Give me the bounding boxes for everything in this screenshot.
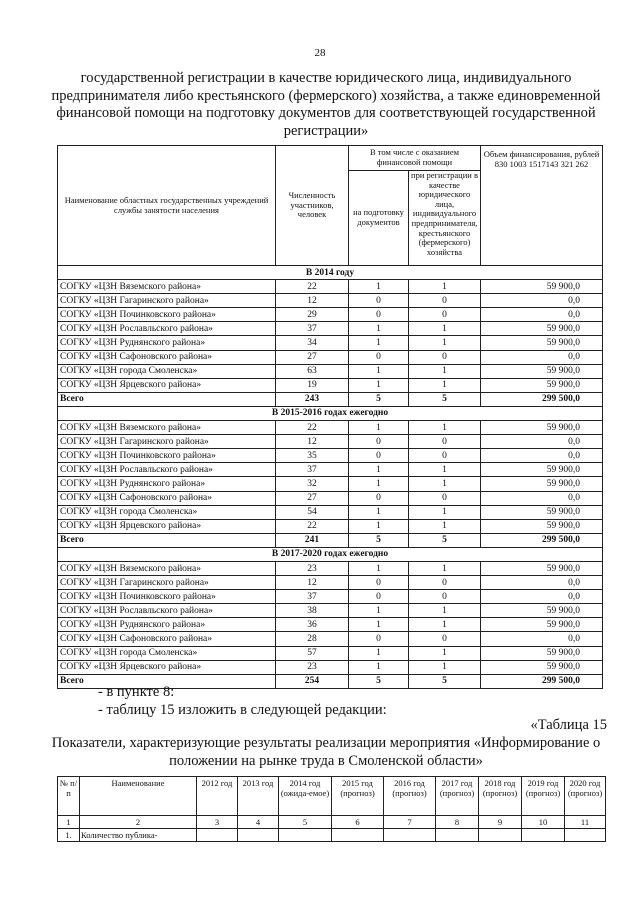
section-title: В 2014 году [58,266,603,280]
participants-count: 22 [276,280,349,294]
participants-count: 32 [276,477,349,491]
indicators-header-row-cell: 2013 год [238,777,279,816]
registration-count: 1 [409,561,481,575]
institution-name: СОГКУ «ЦЗН Ярцевского района» [58,519,276,533]
preparation-count: 1 [349,561,409,575]
funding-amount: 59 900,0 [481,505,603,519]
preparation-count: 0 [349,449,409,463]
indicators-header-row-cell: 2012 год [197,777,238,816]
indicators-number-row-cell: 6 [332,816,384,829]
participants-count: 22 [276,519,349,533]
header-financial-help: В том числе с оказанием финансовой помощи [349,146,481,171]
participants-count: 22 [276,421,349,435]
registration-count: 1 [409,604,481,618]
participants-count: 54 [276,505,349,519]
total-registration: 5 [409,674,481,688]
registration-count: 1 [409,519,481,533]
preparation-count: 0 [349,350,409,364]
table-row [58,576,603,590]
institution-name: СОГКУ «ЦЗН Рославльского района» [58,604,276,618]
participants-count: 27 [276,491,349,505]
participants-count: 38 [276,604,349,618]
preparation-count: 0 [349,632,409,646]
institution-name: СОГКУ «ЦЗН Починковского района» [58,308,276,322]
total-funding: 299 500,0 [481,674,603,688]
registration-count: 0 [409,449,481,463]
participants-count: 12 [276,576,349,590]
funding-amount: 59 900,0 [481,618,603,632]
participants-count: 23 [276,561,349,575]
preparation-count: 0 [349,576,409,590]
institution-name: СОГКУ «ЦЗН Гагаринского района» [58,294,276,308]
total-participants: 241 [276,533,349,547]
total-funding: 299 500,0 [481,392,603,406]
indicators-number-row-cell: 10 [522,816,565,829]
funding-amount: 0,0 [481,435,603,449]
header-funding: Объем финансирования, рублей 830 1003 1517143 321 262 [481,146,603,266]
institution-name: СОГКУ «ЦЗН Руднянского района» [58,618,276,632]
header-institution: Наименование областных государственных учреждений службы занятости населения [58,146,276,266]
funding-amount: 59 900,0 [481,336,603,350]
total-preparation: 5 [349,674,409,688]
funding-amount: 0,0 [481,350,603,364]
institution-name: СОГКУ «ЦЗН города Смоленска» [58,364,276,378]
total-row [58,392,603,406]
table-row [58,491,603,505]
section-heading: государственной регистрации в качестве юридического лица, индивидуального предпринимателя либо крестьянского (фермерского) хозяйства, а также единовременной финансовой помощи на подготовку документов для соответствующей государственной регистрации» [51,70,601,139]
institution-name: СОГКУ «ЦЗН города Смоленска» [58,646,276,660]
registration-count: 0 [409,308,481,322]
preparation-count: 1 [349,463,409,477]
indicators-number-row-cell: 8 [436,816,479,829]
preparation-count: 1 [349,322,409,336]
registration-count: 0 [409,435,481,449]
indicators-number-row-cell: 9 [479,816,522,829]
table-label: «Таблица 15 [530,717,607,733]
funding-amount: 59 900,0 [481,646,603,660]
participants-count: 29 [276,308,349,322]
table-row [58,505,603,519]
registration-count: 1 [409,378,481,392]
institution-name: СОГКУ «ЦЗН Починковского района» [58,590,276,604]
table-row-cell: Количество публика- [80,829,197,842]
preparation-count: 1 [349,505,409,519]
preparation-count: 1 [349,477,409,491]
table-row [58,519,603,533]
section-row [58,266,603,280]
registration-count: 1 [409,364,481,378]
indicators-header-row-cell: 2014 год (ожида-емое) [279,777,332,816]
table-row [58,322,603,336]
header-registration: при регистрации в качестве юридического лица, индивидуального предпринимателя, крестьянского (фермерского) хозяйства [409,171,481,266]
preparation-count: 1 [349,604,409,618]
participants-count: 28 [276,632,349,646]
table-title: Показатели, характеризующие результаты реализации мероприятия «Информирование о положении на рынке труда в Смоленской области» [51,735,601,769]
institution-name: СОГКУ «ЦЗН Вяземского района» [58,421,276,435]
total-registration: 5 [409,533,481,547]
indicators-number-row-cell: 5 [279,816,332,829]
table-row [58,308,603,322]
total-label: Всего [58,674,276,688]
header-participants: Численность участников, человек [276,146,349,266]
participants-count: 34 [276,336,349,350]
indicators-header-row-cell: 2017 год (прогноз) [436,777,479,816]
table-row-cell [436,829,479,842]
registration-count: 0 [409,294,481,308]
institution-name: СОГКУ «ЦЗН Ярцевского района» [58,660,276,674]
section-row [58,406,603,420]
funding-amount: 0,0 [481,308,603,322]
participants-count: 12 [276,435,349,449]
participants-count: 12 [276,294,349,308]
funding-amount: 59 900,0 [481,463,603,477]
preparation-count: 1 [349,519,409,533]
table-row [58,561,603,575]
funding-amount: 0,0 [481,590,603,604]
preparation-count: 1 [349,336,409,350]
indicators-number-row-cell: 2 [80,816,197,829]
registration-count: 1 [409,646,481,660]
table-row [58,294,603,308]
preparation-count: 0 [349,491,409,505]
funding-amount: 59 900,0 [481,561,603,575]
preparation-count: 0 [349,308,409,322]
preparation-count: 1 [349,378,409,392]
participants-count: 19 [276,378,349,392]
indicators-header-row-cell: 2020 год (прогноз) [565,777,606,816]
participants-count: 37 [276,463,349,477]
indicators-header-row-cell: Наименование [80,777,197,816]
table-row [58,435,603,449]
indicators-header-row-cell: 2019 год (прогноз) [522,777,565,816]
table-row [58,449,603,463]
registration-count: 1 [409,280,481,294]
section-title: В 2017-2020 годах ежегодно [58,547,603,561]
preparation-count: 0 [349,590,409,604]
total-preparation: 5 [349,392,409,406]
participants-count: 23 [276,660,349,674]
header-preparation: на подготовку документов [349,171,409,266]
indicators-header-row [58,777,606,816]
table-row-cell [522,829,565,842]
institution-name: СОГКУ «ЦЗН Рославльского района» [58,463,276,477]
preparation-count: 0 [349,435,409,449]
indicators-number-row-cell: 4 [238,816,279,829]
table-row [58,280,603,294]
registration-count: 1 [409,477,481,491]
institution-name: СОГКУ «ЦЗН Вяземского района» [58,280,276,294]
indicators-number-row-cell: 3 [197,816,238,829]
institution-name: СОГКУ «ЦЗН Починковского района» [58,449,276,463]
registration-count: 1 [409,505,481,519]
total-participants: 254 [276,674,349,688]
funding-amount: 59 900,0 [481,604,603,618]
funding-amount: 0,0 [481,491,603,505]
participants-count: 37 [276,590,349,604]
institution-name: СОГКУ «ЦЗН Руднянского района» [58,477,276,491]
list-item-point-8: - в пункте 8: [98,684,175,700]
table-row [58,364,603,378]
indicators-number-row-cell: 1 [58,816,80,829]
funding-amount: 59 900,0 [481,364,603,378]
preparation-count: 1 [349,646,409,660]
list-item-table-15: - таблицу 15 изложить в следующей редакции: [98,702,387,718]
table-row-cell [279,829,332,842]
preparation-count: 1 [349,421,409,435]
indicators-number-row-cell: 7 [384,816,436,829]
page-number: 28 [314,47,326,59]
funding-amount: 59 900,0 [481,519,603,533]
funding-amount: 0,0 [481,294,603,308]
registration-count: 1 [409,322,481,336]
table-row [58,421,603,435]
funding-amount: 59 900,0 [481,280,603,294]
total-registration: 5 [409,392,481,406]
funding-amount: 59 900,0 [481,421,603,435]
table-row-cell [565,829,606,842]
section-row [58,547,603,561]
table-row [58,477,603,491]
total-preparation: 5 [349,533,409,547]
table-row [58,829,606,842]
total-funding: 299 500,0 [481,533,603,547]
participants-count: 63 [276,364,349,378]
institution-name: СОГКУ «ЦЗН Вяземского района» [58,561,276,575]
table-row-cell [238,829,279,842]
table-row [58,590,603,604]
indicators-header-row-cell: 2015 год (прогноз) [332,777,384,816]
institution-name: СОГКУ «ЦЗН Гагаринского района» [58,435,276,449]
indicators-header-row-cell: № п/п [58,777,80,816]
funding-amount: 59 900,0 [481,322,603,336]
table-row [58,632,603,646]
preparation-count: 1 [349,364,409,378]
indicators-number-row [58,816,606,829]
registration-count: 0 [409,491,481,505]
institution-name: СОГКУ «ЦЗН Ярцевского района» [58,378,276,392]
participants-count: 36 [276,618,349,632]
table-row [58,646,603,660]
table-row-cell [197,829,238,842]
total-row [58,533,603,547]
participants-table [57,145,603,689]
registration-count: 0 [409,576,481,590]
funding-amount: 59 900,0 [481,477,603,491]
table-row [58,336,603,350]
participants-count: 37 [276,322,349,336]
table-row-cell [479,829,522,842]
table-row [58,604,603,618]
institution-name: СОГКУ «ЦЗН Гагаринского района» [58,576,276,590]
indicators-header-row-cell: 2018 год (прогноз) [479,777,522,816]
participants-count: 35 [276,449,349,463]
indicators-number-row-cell: 11 [565,816,606,829]
institution-name: СОГКУ «ЦЗН Сафоновского района» [58,350,276,364]
table-row [58,350,603,364]
preparation-count: 1 [349,660,409,674]
funding-amount: 0,0 [481,632,603,646]
registration-count: 1 [409,618,481,632]
institution-name: СОГКУ «ЦЗН Руднянского района» [58,336,276,350]
preparation-count: 0 [349,294,409,308]
participants-count: 27 [276,350,349,364]
registration-count: 0 [409,350,481,364]
funding-amount: 0,0 [481,449,603,463]
total-participants: 243 [276,392,349,406]
table-row [58,378,603,392]
registration-count: 1 [409,660,481,674]
table-row-cell [332,829,384,842]
registration-count: 0 [409,632,481,646]
table-row [58,660,603,674]
preparation-count: 1 [349,618,409,632]
table-row [58,463,603,477]
table-row [58,618,603,632]
participants-count: 57 [276,646,349,660]
preparation-count: 1 [349,280,409,294]
funding-amount: 59 900,0 [481,378,603,392]
funding-amount: 59 900,0 [481,660,603,674]
funding-amount: 0,0 [481,576,603,590]
institution-name: СОГКУ «ЦЗН Сафоновского района» [58,491,276,505]
indicators-header-row-cell: 2016 год (прогноз) [384,777,436,816]
institution-name: СОГКУ «ЦЗН города Смоленска» [58,505,276,519]
table-row-cell [384,829,436,842]
registration-count: 1 [409,336,481,350]
institution-name: СОГКУ «ЦЗН Рославльского района» [58,322,276,336]
total-label: Всего [58,533,276,547]
institution-name: СОГКУ «ЦЗН Сафоновского района» [58,632,276,646]
registration-count: 1 [409,463,481,477]
section-title: В 2015-2016 годах ежегодно [58,406,603,420]
registration-count: 0 [409,590,481,604]
indicators-table [57,776,606,842]
registration-count: 1 [409,421,481,435]
table-header-row [58,146,603,171]
total-label: Всего [58,392,276,406]
table-row-cell: 1. [58,829,80,842]
